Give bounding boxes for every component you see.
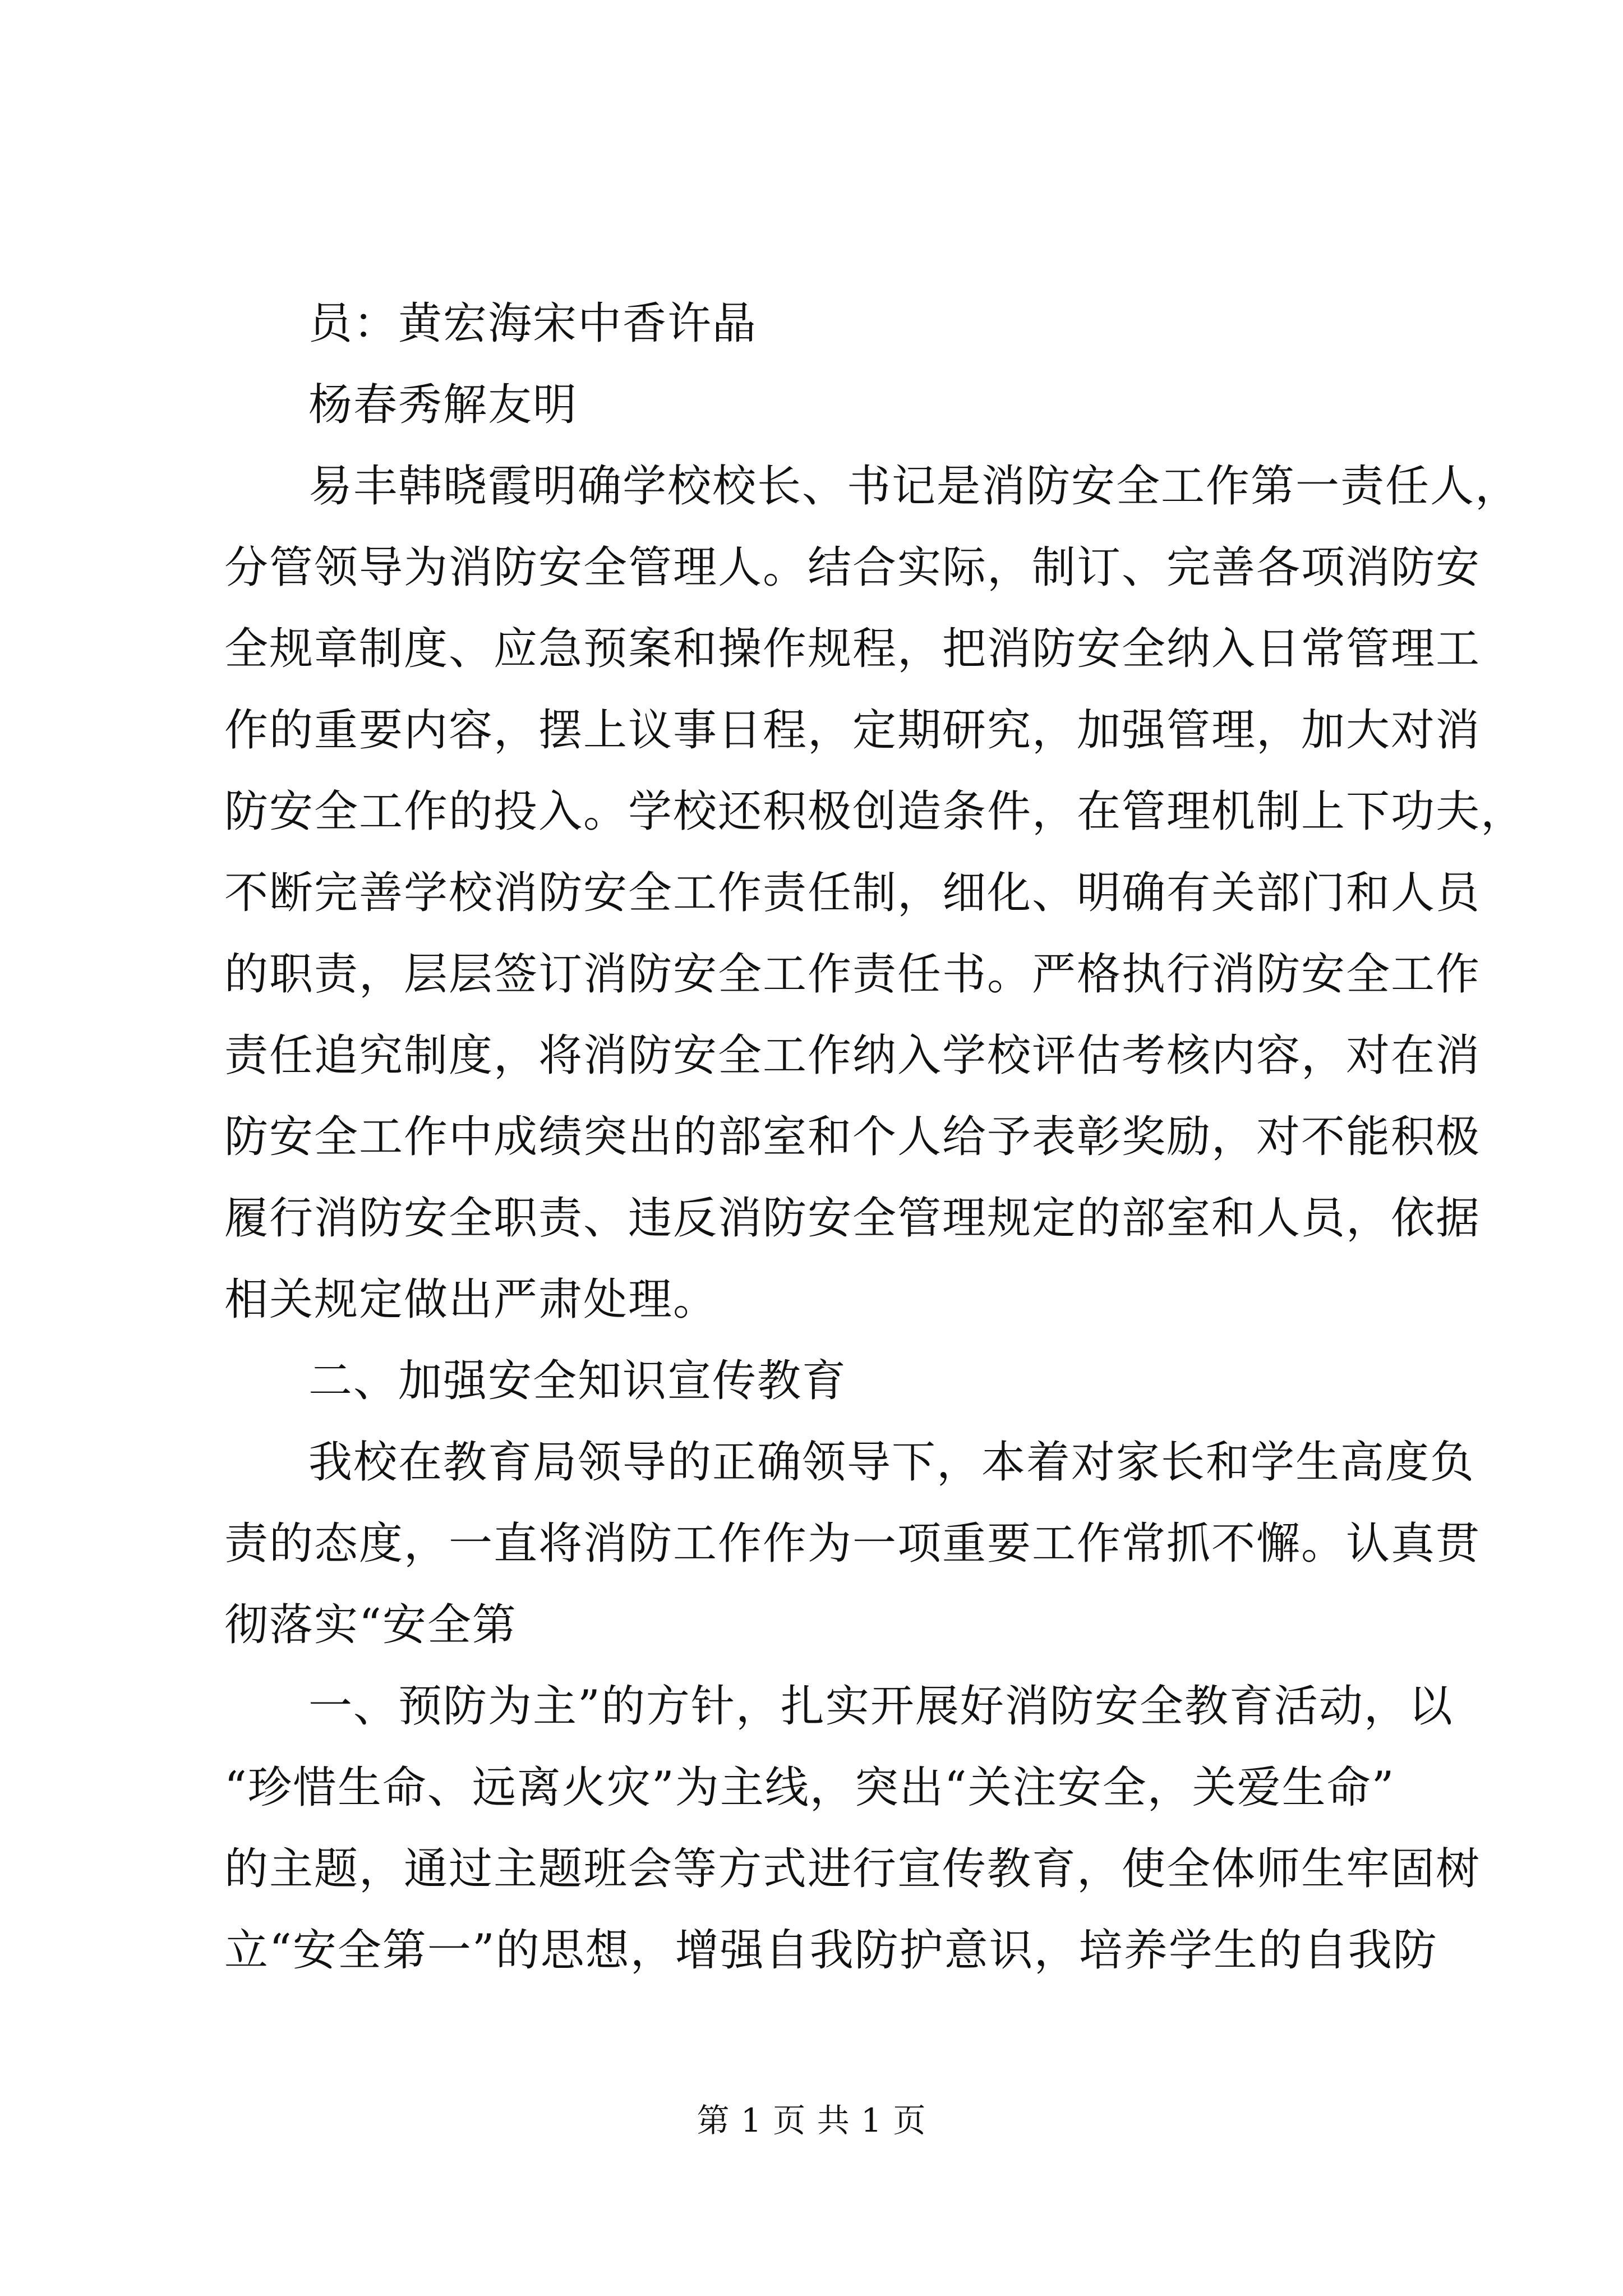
text-line: 防安全工作中成绩突出的部室和个人给予表彰奖励，对不能积极 (224, 1112, 1481, 1162)
text-line: 不断完善学校消防安全工作责任制，细化、明确有关部门和人员 (224, 868, 1481, 918)
text-line: 责的态度，一直将消防工作作为一项重要工作常抓不懈。认真贯 (224, 1519, 1481, 1569)
text-line: 作的重要内容，摆上议事日程，定期研究，加强管理，加大对消 (224, 705, 1481, 756)
text-line: 的职责，层层签订消防安全工作责任书。严格执行消防安全工作 (224, 949, 1481, 1000)
text-line: 责任追究制度，将消防安全工作纳入学校评估考核内容，对在消 (224, 1030, 1481, 1081)
document-body (224, 283, 1526, 1991)
text-line: 防安全工作的投入。学校还积极创造条件，在管理机制上下功夫， (224, 786, 1526, 837)
page-footer: 第 1 页 共 1 页 (697, 2101, 926, 2139)
text-line: 二、加强安全知识宣传教育 (308, 1356, 847, 1406)
text-line: 的主题，通过主题班会等方式进行宣传教育，使全体师生牢固树 (224, 1844, 1481, 1894)
text-line: 立“安全第一”的思想，增强自我防护意识，培养学生的自我防 (224, 1925, 1438, 1976)
text-line: 相关规定做出严肃处理。 (224, 1274, 718, 1325)
text-line: 易丰韩晓霞明确学校校长、书记是消防安全工作第一责任人， (308, 461, 1520, 512)
text-line: 一、预防为主”的方针，扎实开展好消防安全教育活动，以 (308, 1681, 1454, 1732)
text-line: 履行消防安全职责、违反消防安全管理规定的部室和人员，依据 (224, 1193, 1481, 1244)
text-line: 全规章制度、应急预案和操作规程，把消防安全纳入日常管理工 (224, 624, 1481, 674)
text-line: “珍惜生命、远离火灾”为主线，突出“关注安全，关爱生命” (224, 1763, 1395, 1813)
text-line: 杨春秀解友明 (308, 380, 578, 430)
text-line: 我校在教育局领导的正确领导下，本着对家长和学生高度负 (308, 1437, 1476, 1488)
text-line: 彻落实“安全第 (224, 1600, 517, 1650)
text-line: 分管领导为消防安全管理人。结合实际，制订、完善各项消防安 (224, 542, 1481, 593)
text-line: 员：黄宏海宋中香许晶 (308, 298, 758, 349)
